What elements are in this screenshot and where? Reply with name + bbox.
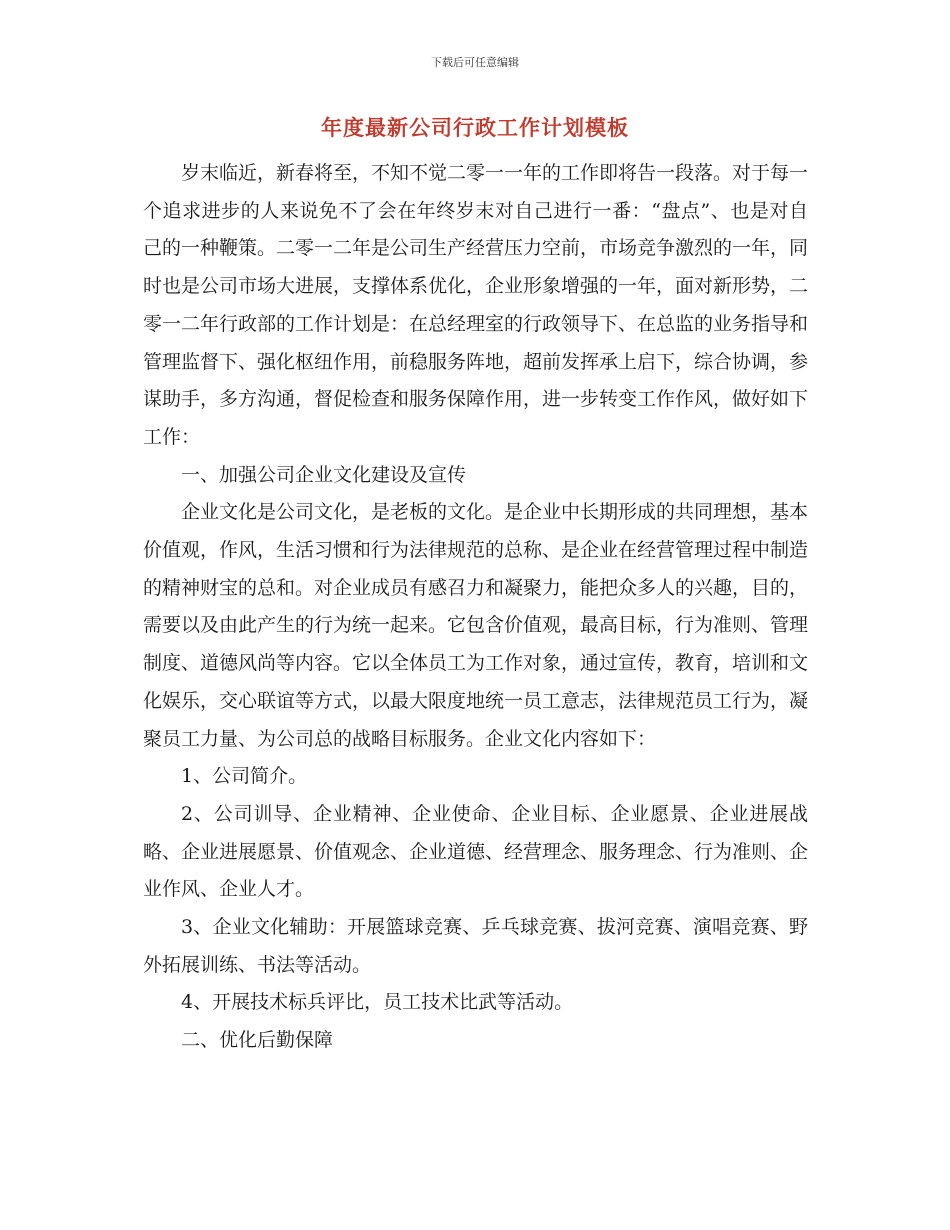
section-heading-2: 二、优化后勤保障 <box>181 1029 334 1052</box>
list-item-1: 1、公司简介。 <box>181 765 308 788</box>
paragraph-culture: 企业文化是公司文化，是老板的文化。是企业中长期形成的共同理想，基本价值观，作风，生活习惯和行为法律规范的总称、是企业在经营管理过程中制造的精神财宝的总和。对企业成员有感召力和凝聚力，能把众多人的兴趣，目的，需要以及由此产生的行为统一起来。它包含价值观，最高目标，行为准则、管理制度、道德风尚等内容。它以全体员工为工作对象，通过宣传，教育，培训和文化娱乐，交心联谊等方式，以最大限度地统一员工意志，法律规范员工行为，凝聚员工力量、为公司总的战略目标服务。企业文化内容如下： <box>143 501 809 750</box>
list-item-3: 3、企业文化辅助：开展篮球竞赛、乒乓球竞赛、拔河竞赛、演唱竞赛、野外拓展训练、书法等活动。 <box>143 916 808 976</box>
document-title: 年度最新公司行政工作计划模板 <box>321 116 629 140</box>
paragraph-intro: 岁末临近，新春将至，不知不觉二零一一年的工作即将告一段落。对于每一个追求进步的人来说免不了会在年终岁末对自己进行一番：“盘点”、也是对自己的一种鞭策。二零一二年是公司生产经营压力空前，市场竞争激烈的一年，同时也是公司市场大进展，支撑体系优化，企业形象增强的一年，面对新形势，二零一二年行政部的工作计划是：在总经理室的行政领导下、在总监的业务指导和管理监督下、强化枢纽作用，前稳服务阵地，超前发挥承上启下，综合协调，参谋助手，多方沟通，督促检查和服务保障作用，进一步转变工作作风，做好如下工作： <box>143 162 809 448</box>
list-item-4: 4、开展技术标兵评比，员工技术比武等活动。 <box>181 991 574 1014</box>
section-heading-1: 一、加强公司企业文化建设及宣传 <box>181 463 467 486</box>
list-item-2: 2、公司训导、企业精神、企业使命、企业目标、企业愿景、企业进展战略、企业进展愿景、价值观念、企业道德、经营理念、服务理念、行为准则、企业作风、企业人才。 <box>143 802 809 901</box>
header-note: 下载后可任意编辑 <box>431 56 519 69</box>
document-body <box>143 155 808 1060</box>
